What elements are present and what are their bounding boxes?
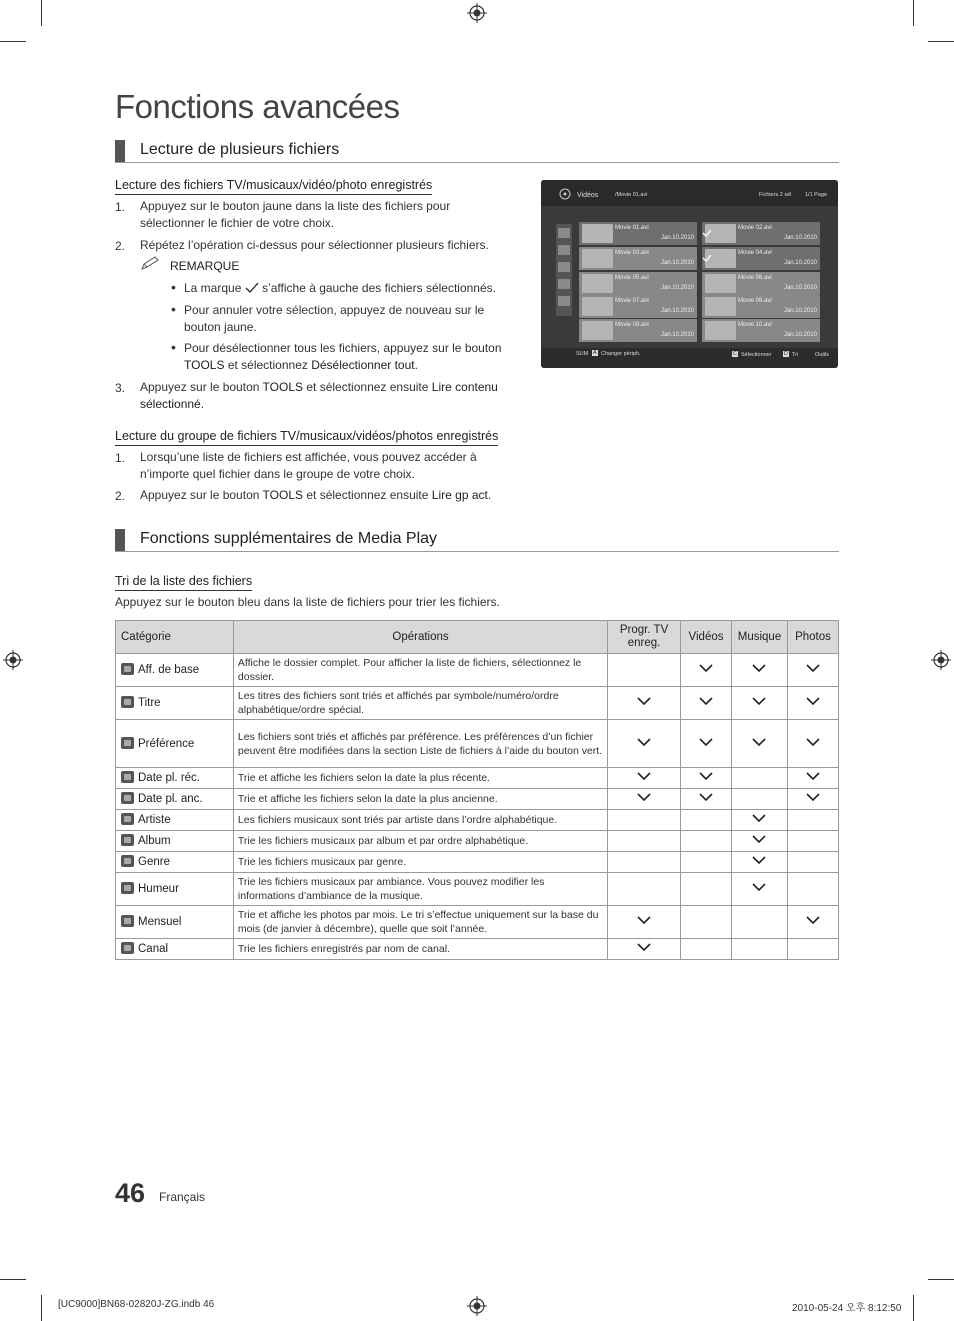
checkmark-icon [637,942,651,952]
checkmark-icon [752,813,766,823]
checkmark-icon [699,663,713,673]
photo-cell [787,939,838,960]
list-item: Movie 01.avi Jan.10.2010 [579,222,697,245]
operation-cell: Les titres des fichiers sont triés et affichés par symbole/numéro/ordre alphabétique/ordre spécial. [233,687,607,720]
change-device-label: Changer périph. [601,351,641,357]
checkmark-icon [637,771,651,781]
category-cell: Album [116,831,234,852]
category-icon [121,813,134,825]
photo-cell [787,768,838,789]
table-row [116,831,839,852]
category-cell: Genre [116,852,234,873]
footer-file: [UC9000]BN68-02820J-ZG.indb 46 [58,1299,215,1310]
video-cell [681,654,732,687]
header-music: Musique [732,621,788,654]
checkmark-icon [702,224,712,232]
header-operations: Opérations [233,621,607,654]
checkmark-icon [752,696,766,706]
list-item: Movie 04.avi Jan.10.2010 [702,247,820,270]
operation-cell: Trie et affiche les fichiers selon la date la plus récente. [233,768,607,789]
step-text: Appuyez sur le bouton jaune dans la liste des fichiers pour sélectionner le fichier de votre choix. [140,199,451,230]
device-label: SUM [576,351,589,357]
step-text: Répétez l’opération ci-dessus pour sélectionner plusieurs fichiers. [140,238,489,252]
category-cell: Préférence [116,720,234,768]
list-item: Movie 08.avi Jan.10.2010 [702,295,820,318]
tab-videos: Vidéos [577,192,599,199]
music-cell [732,654,788,687]
tv-cell [608,906,681,939]
step-text: Appuyez sur le bouton TOOLS et sélectionnez ensuite Lire contenu sélectionné. [140,380,498,411]
side-menu [556,224,572,316]
music-cell [732,906,788,939]
operation-cell: Trie les fichiers enregistrés par nom de canal. [233,939,607,960]
checkmark-icon [806,771,820,781]
note-bullet: Pour désélectionner tous les fichiers, appuyez sur le bouton TOOLS et sélectionnez Désélectionner tout. [184,341,502,372]
tools-label: Outils [815,352,830,358]
intro-text: Appuyez sur le bouton bleu dans la liste de fichiers pour trier les fichiers. [115,595,500,609]
list-item: Movie 05.avi Jan.10.2010 [579,272,697,295]
photo-cell [787,852,838,873]
operation-cell: Trie et affiche les fichiers selon la date la plus ancienne. [233,789,607,810]
category-cell: Aff. de base [116,654,234,687]
table-row [116,906,839,939]
operation-cell: Trie les fichiers musicaux par album et par ordre alphabétique. [233,831,607,852]
tv-cell [608,654,681,687]
category-cell: Date pl. réc. [116,768,234,789]
tv-cell [608,873,681,906]
operation-cell: Trie les fichiers musicaux par ambiance. Vous pouvez modifier les informations d’ambiance de la musique. [233,873,607,906]
photo-cell [787,687,838,720]
music-cell [732,768,788,789]
table-row [116,810,839,831]
checkmark-icon [245,281,259,292]
select-label: Sélectionner [741,352,772,358]
operation-cell: Les fichiers musicaux sont triés par artiste dans l’ordre alphabétique. [233,810,607,831]
checkmark-icon [699,792,713,802]
tv-cell [608,720,681,768]
tv-cell [608,831,681,852]
photo-cell [787,810,838,831]
checkmark-icon [752,855,766,865]
music-cell [732,687,788,720]
selected-count: Fichiers 2 sél [759,192,792,198]
step-number: 3. [115,381,126,395]
checkmark-icon [806,915,820,925]
operation-cell: Affiche le dossier complet. Pour afficher la liste de fichiers, sélectionnez le dossier. [233,654,607,687]
music-cell [732,720,788,768]
table-row [116,873,839,906]
tv-cell [608,810,681,831]
checkmark-icon [699,737,713,747]
step-number: 1. [115,451,126,465]
tv-cell [608,687,681,720]
note-bullet: La marque s’affiche à gauche des fichiers sélectionnés. [184,281,496,295]
a-key-icon: A [593,350,597,356]
note-label: REMARQUE [170,259,240,273]
table-row [116,654,839,687]
video-cell [681,687,732,720]
operation-cell: Les fichiers sont triés et affichés par préférence. Les préférences d’un fichier peuvent être modifiées dans la section Liste de fichiers à l’aide du bouton vert. [233,720,607,768]
tv-cell [608,789,681,810]
music-cell [732,831,788,852]
page-title: Fonctions avancées [115,88,400,125]
checkmark-icon [699,696,713,706]
photo-cell [787,873,838,906]
step-number: 1. [115,200,126,214]
category-cell: Date pl. anc. [116,789,234,810]
header-category: Catégorie [116,621,234,654]
header-tv: Progr. TV enreg. [608,621,681,654]
d-key-icon: D [784,351,788,357]
film-reel-icon [559,187,571,199]
footer-date: 2010-05-24 오후 8:12:50 [792,1303,902,1314]
list-item: Movie 10.avi Jan.10.2010 [702,319,820,342]
list-item: Movie 03.avi Jan.10.2010 [579,247,697,270]
video-cell [681,906,732,939]
photo-cell [787,906,838,939]
music-cell [732,939,788,960]
checkmark-icon [699,771,713,781]
page-number: 46 [115,1178,146,1208]
sort-table [115,620,839,960]
category-icon [121,942,134,954]
table-row [116,852,839,873]
checkmark-icon [702,249,712,257]
category-cell: Canal [116,939,234,960]
video-cell [681,720,732,768]
checkmark-icon [637,737,651,747]
checkmark-icon [752,663,766,673]
registration-mark-icon [467,3,487,23]
tv-cell [608,852,681,873]
subsection-heading: Lecture du groupe de fichiers TV/musicaux/vidéos/photos enregistrés [115,429,498,446]
step-text: Lorsqu’une liste de fichiers est affichée, vous pouvez accéder à n’importe quel fichier dans le groupe de votre choix. [140,450,477,481]
category-icon [121,855,134,867]
subsection-heading: Lecture des fichiers TV/musicaux/vidéo/photo enregistrés [115,178,432,195]
music-cell [732,789,788,810]
checkmark-icon [637,915,651,925]
subsection-heading: Tri de la liste des fichiers [115,574,252,591]
checkmark-icon [752,737,766,747]
category-icon [121,792,134,804]
video-cell [681,939,732,960]
registration-mark-icon [931,650,951,670]
list-item: Movie 06.avi Jan.10.2010 [702,272,820,295]
category-icon [121,771,134,783]
video-cell [681,789,732,810]
category-cell: Mensuel [116,906,234,939]
registration-mark-icon [467,1296,487,1316]
list-item: Movie 09.avi Jan.10.2010 [579,319,697,342]
step-number: 2. [115,239,126,253]
photo-cell [787,720,838,768]
section-heading: Lecture de plusieurs fichiers [115,140,839,163]
page-indicator: 1/1 Page [805,192,828,198]
category-icon [121,834,134,846]
step-number: 2. [115,489,126,503]
table-row [116,768,839,789]
table-row [116,789,839,810]
checkmark-icon [806,792,820,802]
music-cell [732,873,788,906]
category-icon [121,882,134,894]
video-cell [681,768,732,789]
operation-cell: Trie et affiche les photos par mois. Le tri s’effectue uniquement sur la base du mois (de janvier à décembre), quelle que soit l’année. [233,906,607,939]
note-bullet: Pour annuler votre sélection, appuyez de nouveau sur le bouton jaune. [184,303,485,334]
path-label: /Movie 01.avi [615,192,648,198]
category-cell: Artiste [116,810,234,831]
sort-label: Tri [792,352,799,358]
table-row [116,687,839,720]
checkmark-icon [806,663,820,673]
photo-cell [787,831,838,852]
media-play-screenshot [541,180,838,368]
checkmark-icon [637,792,651,802]
music-cell [732,852,788,873]
checkmark-icon [752,882,766,892]
video-cell [681,810,732,831]
category-icon [121,915,134,927]
operation-cell: Trie les fichiers musicaux par genre. [233,852,607,873]
tv-cell [608,768,681,789]
video-cell [681,831,732,852]
note-pencil-icon [140,255,162,271]
category-cell: Humeur [116,873,234,906]
tv-cell [608,939,681,960]
table-row [116,939,839,960]
section-heading: Fonctions supplémentaires de Media Play [115,529,839,552]
registration-mark-icon [3,650,23,670]
music-cell [732,810,788,831]
checkmark-icon [806,737,820,747]
page-language: Français [159,1190,206,1204]
category-icon [121,696,134,708]
category-icon [121,737,134,749]
header-videos: Vidéos [681,621,732,654]
video-cell [681,873,732,906]
checkmark-icon [752,834,766,844]
table-row [116,720,839,768]
category-cell: Titre [116,687,234,720]
step-text: Appuyez sur le bouton TOOLS et sélectionnez ensuite Lire gp act. [140,488,492,502]
photo-cell [787,789,838,810]
checkmark-icon [637,696,651,706]
list-item: Movie 02.avi Jan.10.2010 [702,222,820,245]
c-key-icon: C [733,351,737,357]
category-icon [121,663,134,675]
list-item: Movie 07.avi Jan.10.2010 [579,295,697,318]
checkmark-icon [806,696,820,706]
video-cell [681,852,732,873]
photo-cell [787,654,838,687]
header-photos: Photos [787,621,838,654]
